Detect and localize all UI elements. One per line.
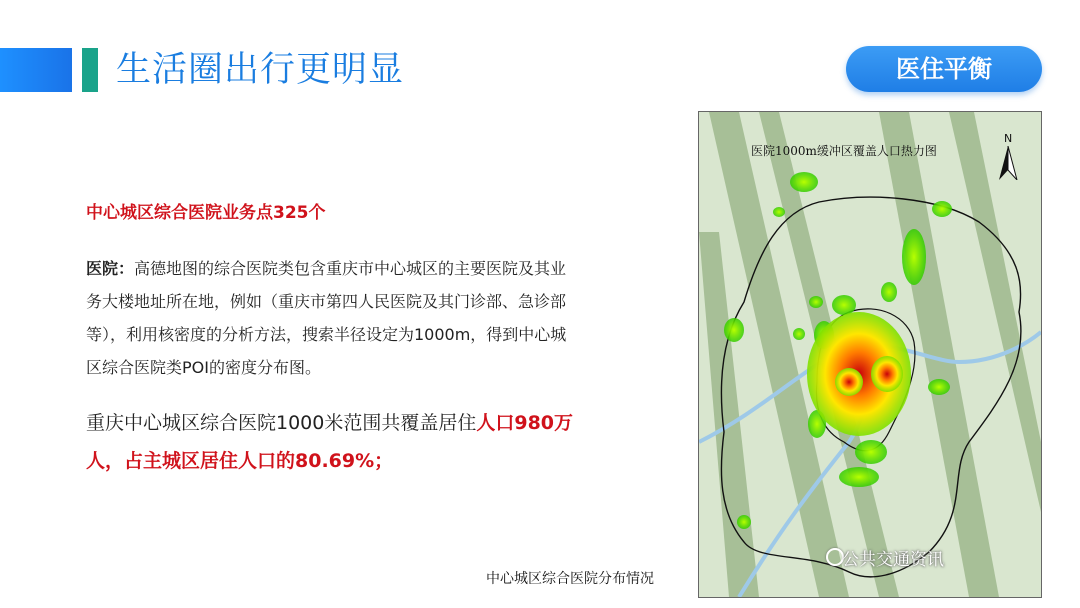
north-label: N <box>1004 132 1013 145</box>
summary-highlight-share: 人，占主城区居住人口的80.69%； <box>86 450 394 472</box>
figure-caption: 中心城区综合医院分布情况 <box>486 571 654 587</box>
title-accent-decoration <box>82 48 98 92</box>
paragraph-line-4: 区综合医院类POI的密度分布图。 <box>86 358 321 377</box>
title-bar-decoration <box>0 48 72 92</box>
heat-spots-high <box>807 312 911 436</box>
heatmap-figure <box>698 111 1042 598</box>
watermark-text: 公共交通资讯 <box>842 550 944 570</box>
slide-title: 生活圈出行更明显 <box>116 50 405 90</box>
paragraph-lead: 医院： <box>86 259 135 278</box>
north-arrow-icon <box>997 146 1019 180</box>
summary-highlight-population: 人口980万 <box>476 412 574 434</box>
paragraph-line-3: 等），利用核密度的分析方法，搜索半径设定为1000m，得到中心城 <box>86 325 567 344</box>
paragraph-line-1: 高德地图的综合医院类包含重庆市中心城区的主要医院及其业 <box>134 259 567 278</box>
description-paragraph <box>86 252 646 384</box>
section-tag: 医住平衡 <box>846 46 1042 92</box>
subtitle: 中心城区综合医院业务点325个 <box>86 203 326 223</box>
summary-statement <box>86 404 626 480</box>
summary-text: 重庆中心城区综合医院1000米范围共覆盖居住 <box>86 412 477 434</box>
map-graphic <box>699 112 1041 597</box>
paragraph-line-2: 务大楼地址所在地，例如（重庆市第四人民医院及其门诊部、急诊部 <box>86 292 567 311</box>
map-title: 医院1000m缓冲区覆盖人口热力图 <box>751 144 937 158</box>
